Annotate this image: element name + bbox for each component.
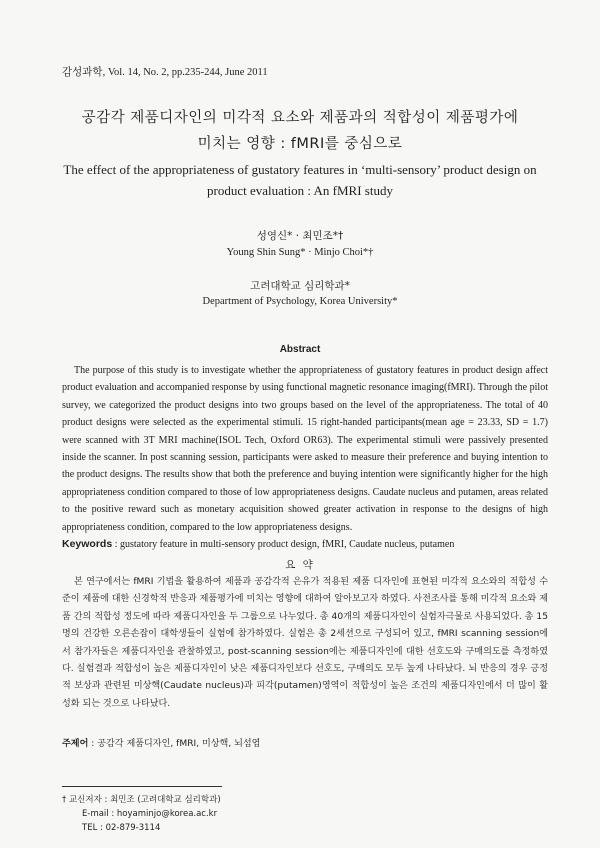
journal-header: 감성과학, Vol. 14, No. 2, pp.235-244, June 2011: [62, 67, 268, 78]
summary-keywords-text: : 공감각 제품디자인, fMRI, 미상핵, 뇌섬엽: [88, 739, 261, 749]
abstract-text: The purpose of this study is to investigate whether the appropriateness of gustatory features in product design affect product evaluation and accompanied response by using functional magnetic resonance imaging(fMRI). Through the pilot survey, we categorized the product designs into two groups based on the level of the appropriateness. The total of 40 product designs were selected as the experimental stimuli. 15 right-handed participants(mean age = 23.33, SD = 1.7) were scanned with 3T MRI machine(ISOL Tech, Oxford OR63). The experimental stimuli were passively presented inside the scanner. In post scanning session, participants were asked to measure their preference and buying intention to the product designs. The results show that both the preference and buying intention were significantly higher for the high appropriateness condition compared to those of low appropriateness designs. Caudate nucleus and putamen, areas related to the positive reward such as monetary acquisition showed greater activation in response to the designs of high appropriateness condition, compared to the low appropriateness designs.: [62, 365, 548, 533]
abstract-heading: Abstract: [279, 344, 321, 355]
summary-section: [62, 574, 548, 713]
keywords-text: : gustatory feature in multi-sensory product design, fMRI, Caudate nucleus, putamen: [112, 539, 455, 551]
summary-keywords-label: 주제어: [62, 739, 89, 749]
title-korean-line1: 공감각 제품디자인의 미각적 요소와 제품과의 적합성이 제품평가에: [81, 110, 519, 126]
summary-text: 본 연구에서는 fMRI 기법을 활용하여 제품과 공감각적 은유가 적용된 제품 디자인에 표현된 미각적 요소와의 적합성 수준이 제품에 대한 신경학적 반응과 제품평가에 미치는 영향에 대하여 알아보고자 하였다. 사전조사를 통해 미각적 요소와 제품 간의 적합성 정도에 따라 제품디자인을 두 그룹으로 나누었다. 총 40개의 제품디자인이 실험자극물로 사용되었다. 총 15명의 건강한 오른손잡이 대학생들이 실험에 참가하였다. 실험은 총 2세션으로 구성되어 있고, fMRI scanning session에서 참가자들은 제품디자인을 관찰하였고, post-scanning session에는 제품디자인에 대한 선호도와 구매의도를 측정하였다. 실험결과 적합성이 높은 제품디자인이 낮은 제품디자인보다 선호도, 구매의도 모두 높게 나타났다. 뇌 반응의 경우 긍정적 보상과 관련된 미상핵(Caudate nucleus)과 피각(putamen)영역이 적합성이 높은 조건의 제품디자인에서 더 많이 활성화 되는 것으로 나타났다.: [62, 577, 548, 709]
summary-heading: 요 약: [285, 559, 315, 571]
authors-english: Young Shin Sung* · Minjo Choi*†: [226, 247, 374, 258]
footnote-corresponding-author: † 교신저자 : 최민조 (고려대학교 심리학과): [62, 795, 221, 805]
affiliation-english: Department of Psychology, Korea University*: [202, 296, 398, 307]
title-english-line2: product evaluation : An fMRI study: [207, 183, 393, 198]
footnote-email: E-mail : hoyaminjo@korea.ac.kr: [82, 809, 218, 819]
keywords-label: Keywords: [62, 538, 113, 551]
footnote-divider: [62, 786, 222, 787]
title-korean-line2: 미치는 영향 : fMRI를 중심으로: [197, 136, 403, 152]
title-english-line1: The effect of the appropriateness of gustatory features in ‘multi-sensory’ product design on: [63, 162, 537, 177]
summary-keywords-line: [62, 736, 260, 749]
footnote-phone: TEL : 02-879-3114: [82, 823, 161, 833]
footnote: [62, 793, 221, 835]
authors-korean: 성영신* · 최민조*†: [256, 230, 344, 242]
keywords-line: [62, 536, 548, 553]
affiliation-korean: 고려대학교 심리학과*: [250, 280, 350, 292]
abstract-section: [62, 362, 548, 553]
title-english: [40, 159, 560, 201]
